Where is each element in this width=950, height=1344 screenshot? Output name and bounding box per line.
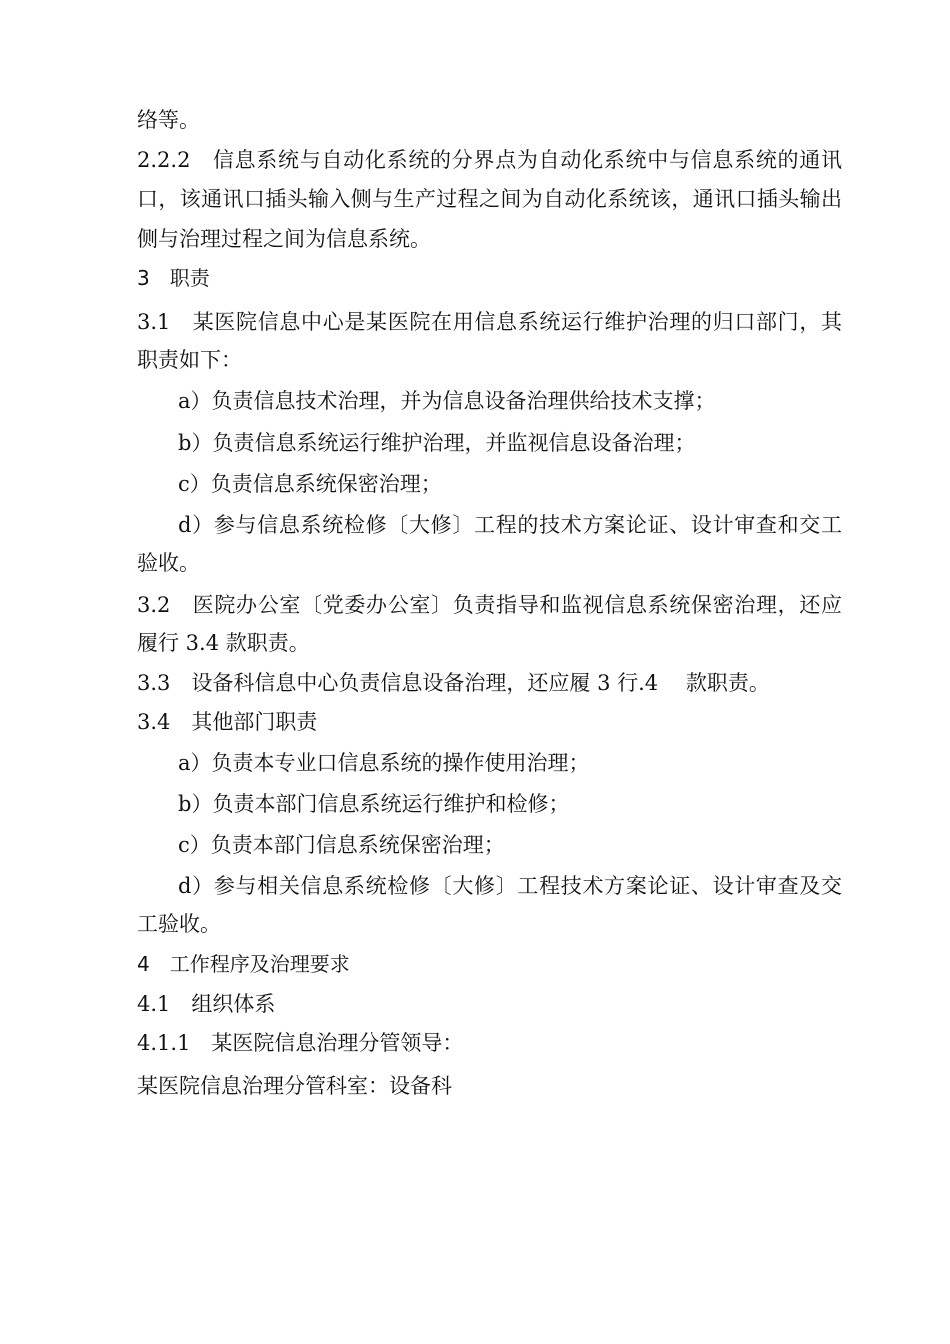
- para-line-15: 3.3 设备科信息中心负责信息设备治理，还应履 3 行.4 款职责。: [137, 671, 770, 695]
- list-item-d: d）参与信息系统检修〔大修〕工程的技术方案论证、设计审查和交工: [178, 513, 842, 537]
- list-item-a: a）负责信息技术治理，并为信息设备治理供给技术支撑；: [178, 389, 716, 413]
- list-item-b: b）负责信息系统运行维护治理，并监视信息设备治理；: [178, 431, 696, 455]
- list-item-b-2: b）负责本部门信息系统运行维护和检修；: [178, 792, 570, 816]
- list-item-c-2: c）负责本部门信息系统保密治理；: [178, 833, 505, 857]
- para-line-1: 络等。: [137, 108, 200, 132]
- para-line-2: 2.2.2 信息系统与自动化系统的分界点为自动化系统中与信息系统的通讯: [137, 148, 842, 172]
- subsection-4-1: 4.1 组织体系: [137, 992, 276, 1016]
- para-line-3: 口，该通讯口插头输入侧与生产过程之间为自动化系统该，通讯口插头输出: [137, 187, 842, 211]
- para-line-13: 3.2 医院办公室〔党委办公室〕负责指导和监视信息系统保密治理，还应: [137, 593, 842, 617]
- section-heading-4: 4 工作程序及治理要求: [137, 952, 350, 976]
- para-line-25: 某医院信息治理分管科室：设备科: [137, 1074, 452, 1098]
- para-line-6: 3.1 某医院信息中心是某医院在用信息系统运行维护治理的归口部门，其: [137, 310, 842, 334]
- para-line-7: 职责如下：: [137, 348, 242, 372]
- para-line-12: 验收。: [137, 551, 200, 575]
- subsection-4-1-1: 4.1.1 某医院信息治理分管领导：: [137, 1031, 464, 1055]
- list-item-c: c）负责信息系统保密治理；: [178, 472, 442, 496]
- list-item-a-2: a）负责本专业口信息系统的操作使用治理；: [178, 751, 590, 775]
- para-line-14: 履行 3.4 款职责。: [137, 631, 310, 655]
- para-line-4: 侧与治理过程之间为信息系统。: [137, 227, 431, 251]
- para-line-16: 3.4 其他部门职责: [137, 710, 318, 734]
- para-line-21: 工验收。: [137, 912, 221, 936]
- list-item-d-2: d）参与相关信息系统检修〔大修〕工程技术方案论证、设计审查及交: [178, 874, 842, 898]
- section-heading-3: 3 职责: [137, 266, 210, 290]
